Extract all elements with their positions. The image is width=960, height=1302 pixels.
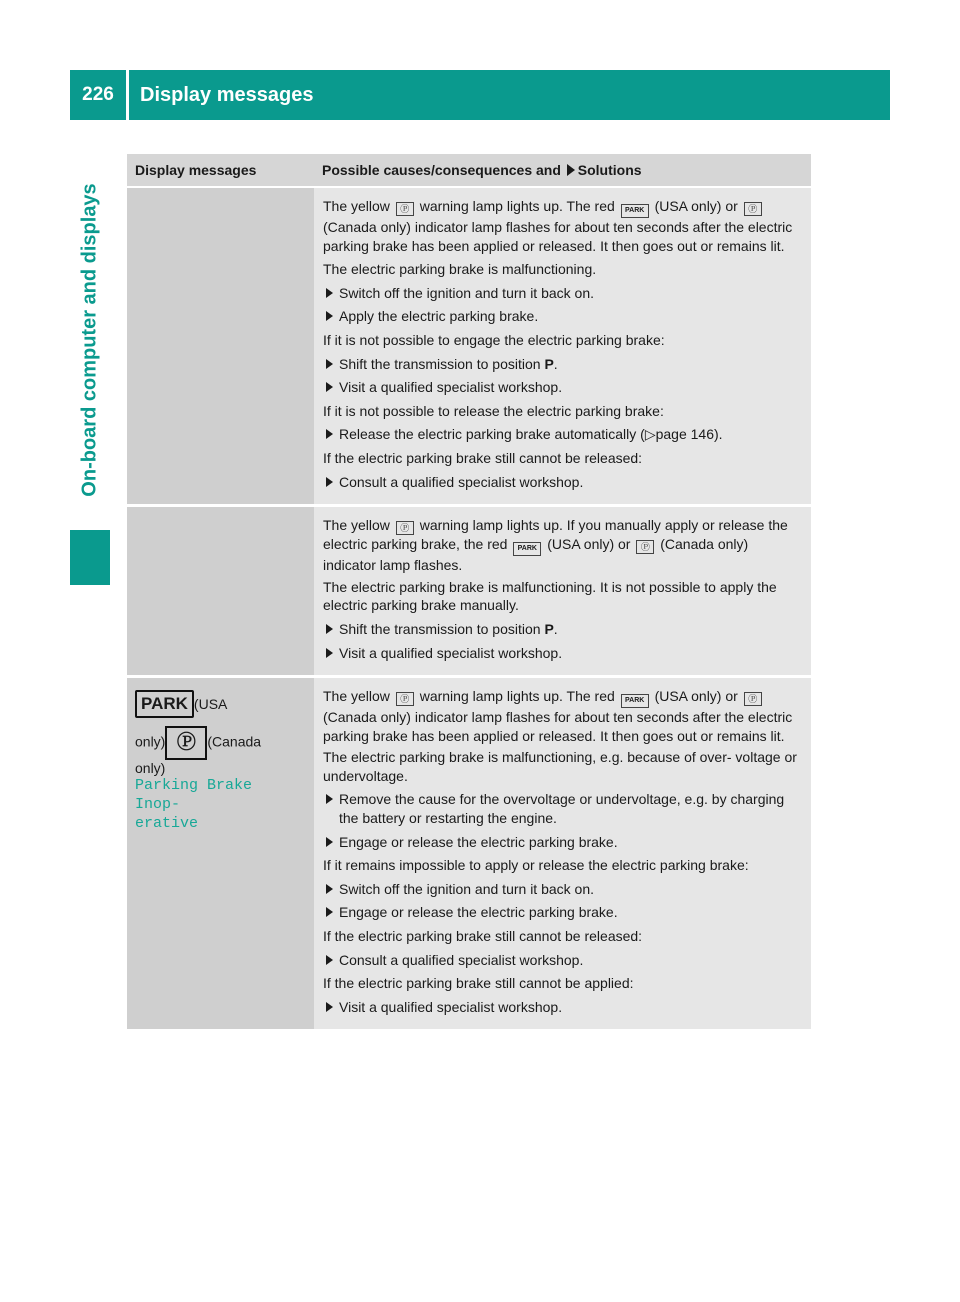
action-arrow-icon — [323, 951, 339, 970]
list-item — [323, 620, 803, 639]
red-parking-brake-icon: Ⓟ — [744, 202, 762, 216]
action-arrow-icon — [323, 998, 339, 1017]
chapter-marker — [70, 530, 110, 585]
paragraph: If the electric parking brake still cannot be released: — [323, 928, 643, 945]
red-park-icon: PARK — [621, 204, 649, 218]
action-arrow-icon — [323, 833, 339, 852]
text: warning lamp lights up. The red — [419, 198, 615, 214]
table-row — [127, 507, 811, 678]
gear-position: P — [544, 620, 554, 637]
paragraph: If it is not possible to release the electric parking brake: — [323, 402, 664, 419]
action-arrow-icon — [323, 880, 339, 899]
text: warning lamp lights up. If you manually apply or release the electric parking brake, the red — [323, 517, 788, 553]
column-header-display-messages: Display messages — [135, 162, 257, 178]
paragraph: If it is not possible to engage the electric parking brake: — [323, 331, 665, 348]
paragraph — [323, 197, 803, 255]
display-message-line — [135, 726, 306, 760]
text: or — [725, 688, 738, 705]
text: warning lamp lights up. The red — [419, 688, 615, 705]
red-park-icon: PARK — [621, 694, 649, 708]
action-arrow-icon — [323, 284, 339, 303]
list-item-text: Engage or release the electric parking brake. — [339, 904, 618, 921]
causes-cell — [314, 507, 811, 675]
page-number: 226 — [82, 84, 114, 105]
table-row — [127, 678, 811, 1032]
gear-position: P — [544, 355, 554, 372]
parking-brake-indicator-icon: Ⓟ — [165, 726, 207, 760]
list-item-text — [339, 620, 558, 639]
yellow-parking-brake-icon: Ⓟ — [396, 521, 414, 535]
list-item-text: Consult a qualified specialist workshop. — [339, 473, 584, 490]
causes-cell — [314, 188, 811, 504]
list-item-text: Visit a qualified specialist workshop. — [339, 998, 563, 1015]
display-message-text: erative — [135, 815, 199, 833]
red-parking-brake-icon: Ⓟ — [636, 540, 654, 554]
action-arrow-icon — [323, 378, 339, 397]
paragraph: If it remains impossible to apply or release the electric parking brake: — [323, 857, 749, 874]
page-reference-icon: ▷ — [644, 426, 656, 443]
text: (Canada only) indicator lamp flashes. — [323, 536, 749, 574]
paragraph: If the electric parking brake still cannot be applied: — [323, 975, 634, 992]
column-header-causes-text: Possible causes/consequences and — [322, 162, 561, 178]
header-divider — [126, 70, 129, 120]
list-item — [323, 473, 803, 492]
causes-cell — [314, 678, 811, 1029]
list-item — [323, 790, 803, 827]
display-message-cell — [127, 678, 314, 1029]
park-indicator-icon: PARK — [135, 690, 194, 718]
action-arrow-icon — [323, 620, 339, 639]
action-arrow-icon — [323, 790, 339, 827]
paragraph: The electric parking brake is malfunctioning, e.g. because of over- voltage or undervoltage. — [323, 749, 797, 784]
list-item — [323, 880, 803, 899]
action-arrow-icon — [323, 307, 339, 326]
region-label: only) — [135, 733, 166, 750]
page-header — [70, 70, 890, 120]
text: Shift the transmission to position — [339, 355, 541, 372]
region-label: only) — [135, 760, 166, 777]
list-item — [323, 644, 803, 663]
text: Release the electric parking brake automatically ( — [339, 426, 645, 443]
action-arrow-icon — [323, 903, 339, 922]
text: The yellow — [323, 517, 390, 534]
display-message-cell — [127, 188, 314, 504]
action-arrow-icon — [323, 355, 339, 374]
column-header-causes — [314, 154, 811, 186]
yellow-parking-brake-icon: Ⓟ — [396, 202, 414, 216]
display-message-text: Parking Brake Inop‑ — [135, 777, 253, 814]
action-arrow-icon — [323, 644, 339, 663]
display-message-cell — [127, 507, 314, 675]
list-item — [323, 903, 803, 922]
list-item — [323, 307, 803, 326]
page-reference-link[interactable]: page 146). — [655, 426, 723, 443]
list-item-text — [339, 355, 558, 374]
text: (Canada only) indicator lamp flashes for about ten seconds after the electric parking brake has been applied or released. It then goes out or remains lit. — [323, 219, 793, 254]
text: . — [553, 620, 558, 637]
list-item — [323, 951, 803, 970]
display-messages-table — [127, 154, 811, 1032]
list-item-text: Remove the cause for the overvoltage or undervoltage, e.g. by charging the battery or restarting the engine. — [339, 791, 785, 827]
list-item-text: Visit a qualified specialist workshop. — [339, 644, 563, 661]
chapter-side-tab — [70, 150, 110, 585]
table-row — [127, 188, 811, 507]
list-item — [323, 378, 803, 397]
text: (USA only) — [654, 688, 722, 705]
paragraph — [323, 516, 803, 575]
column-header-solutions-text: Solutions — [577, 162, 642, 178]
list-item — [323, 833, 803, 852]
list-item-text: Consult a qualified specialist workshop. — [339, 951, 584, 968]
text: (Canada only) indicator lamp flashes for about ten seconds after the electric parking brake has been applied or released. It then goes out or remains lit. — [323, 709, 793, 744]
region-label: (Canada — [207, 733, 262, 750]
chapter-title: On-board computer and displays — [78, 183, 101, 497]
paragraph: If the electric parking brake still cannot be released: — [323, 449, 643, 466]
text: . — [553, 355, 558, 372]
list-item — [323, 425, 803, 444]
list-item-text — [339, 425, 723, 444]
list-item-text: Visit a qualified specialist workshop. — [339, 379, 563, 396]
paragraph: The electric parking brake is malfunctioning. — [323, 261, 597, 278]
red-park-icon: PARK — [513, 542, 541, 556]
text: (USA only) or — [547, 536, 631, 553]
text: The yellow — [323, 198, 390, 214]
text: Shift the transmission to position — [339, 620, 541, 637]
action-arrow-icon — [323, 473, 339, 492]
list-item-text: Engage or release the electric parking brake. — [339, 833, 618, 850]
display-message-line — [135, 690, 306, 718]
region-label: (USA — [193, 696, 228, 713]
text: The yellow — [323, 688, 390, 705]
list-item — [323, 355, 803, 374]
action-arrow-icon — [323, 425, 339, 444]
paragraph: The electric parking brake is malfunctioning. It is not possible to apply the electric parking brake manually. — [323, 578, 777, 614]
text: or — [725, 198, 738, 214]
list-item-text: Switch off the ignition and turn it back on. — [339, 284, 595, 301]
yellow-parking-brake-icon: Ⓟ — [396, 692, 414, 706]
page-title: Display messages — [140, 84, 314, 106]
table-header — [127, 154, 811, 188]
list-item-text: Switch off the ignition and turn it back on. — [339, 880, 595, 897]
text: (USA only) — [654, 198, 722, 214]
action-arrow-icon — [567, 164, 575, 176]
red-parking-brake-icon: Ⓟ — [744, 692, 762, 706]
list-item — [323, 284, 803, 303]
paragraph — [323, 687, 803, 745]
list-item — [323, 998, 803, 1017]
list-item-text: Apply the electric parking brake. — [339, 308, 539, 325]
